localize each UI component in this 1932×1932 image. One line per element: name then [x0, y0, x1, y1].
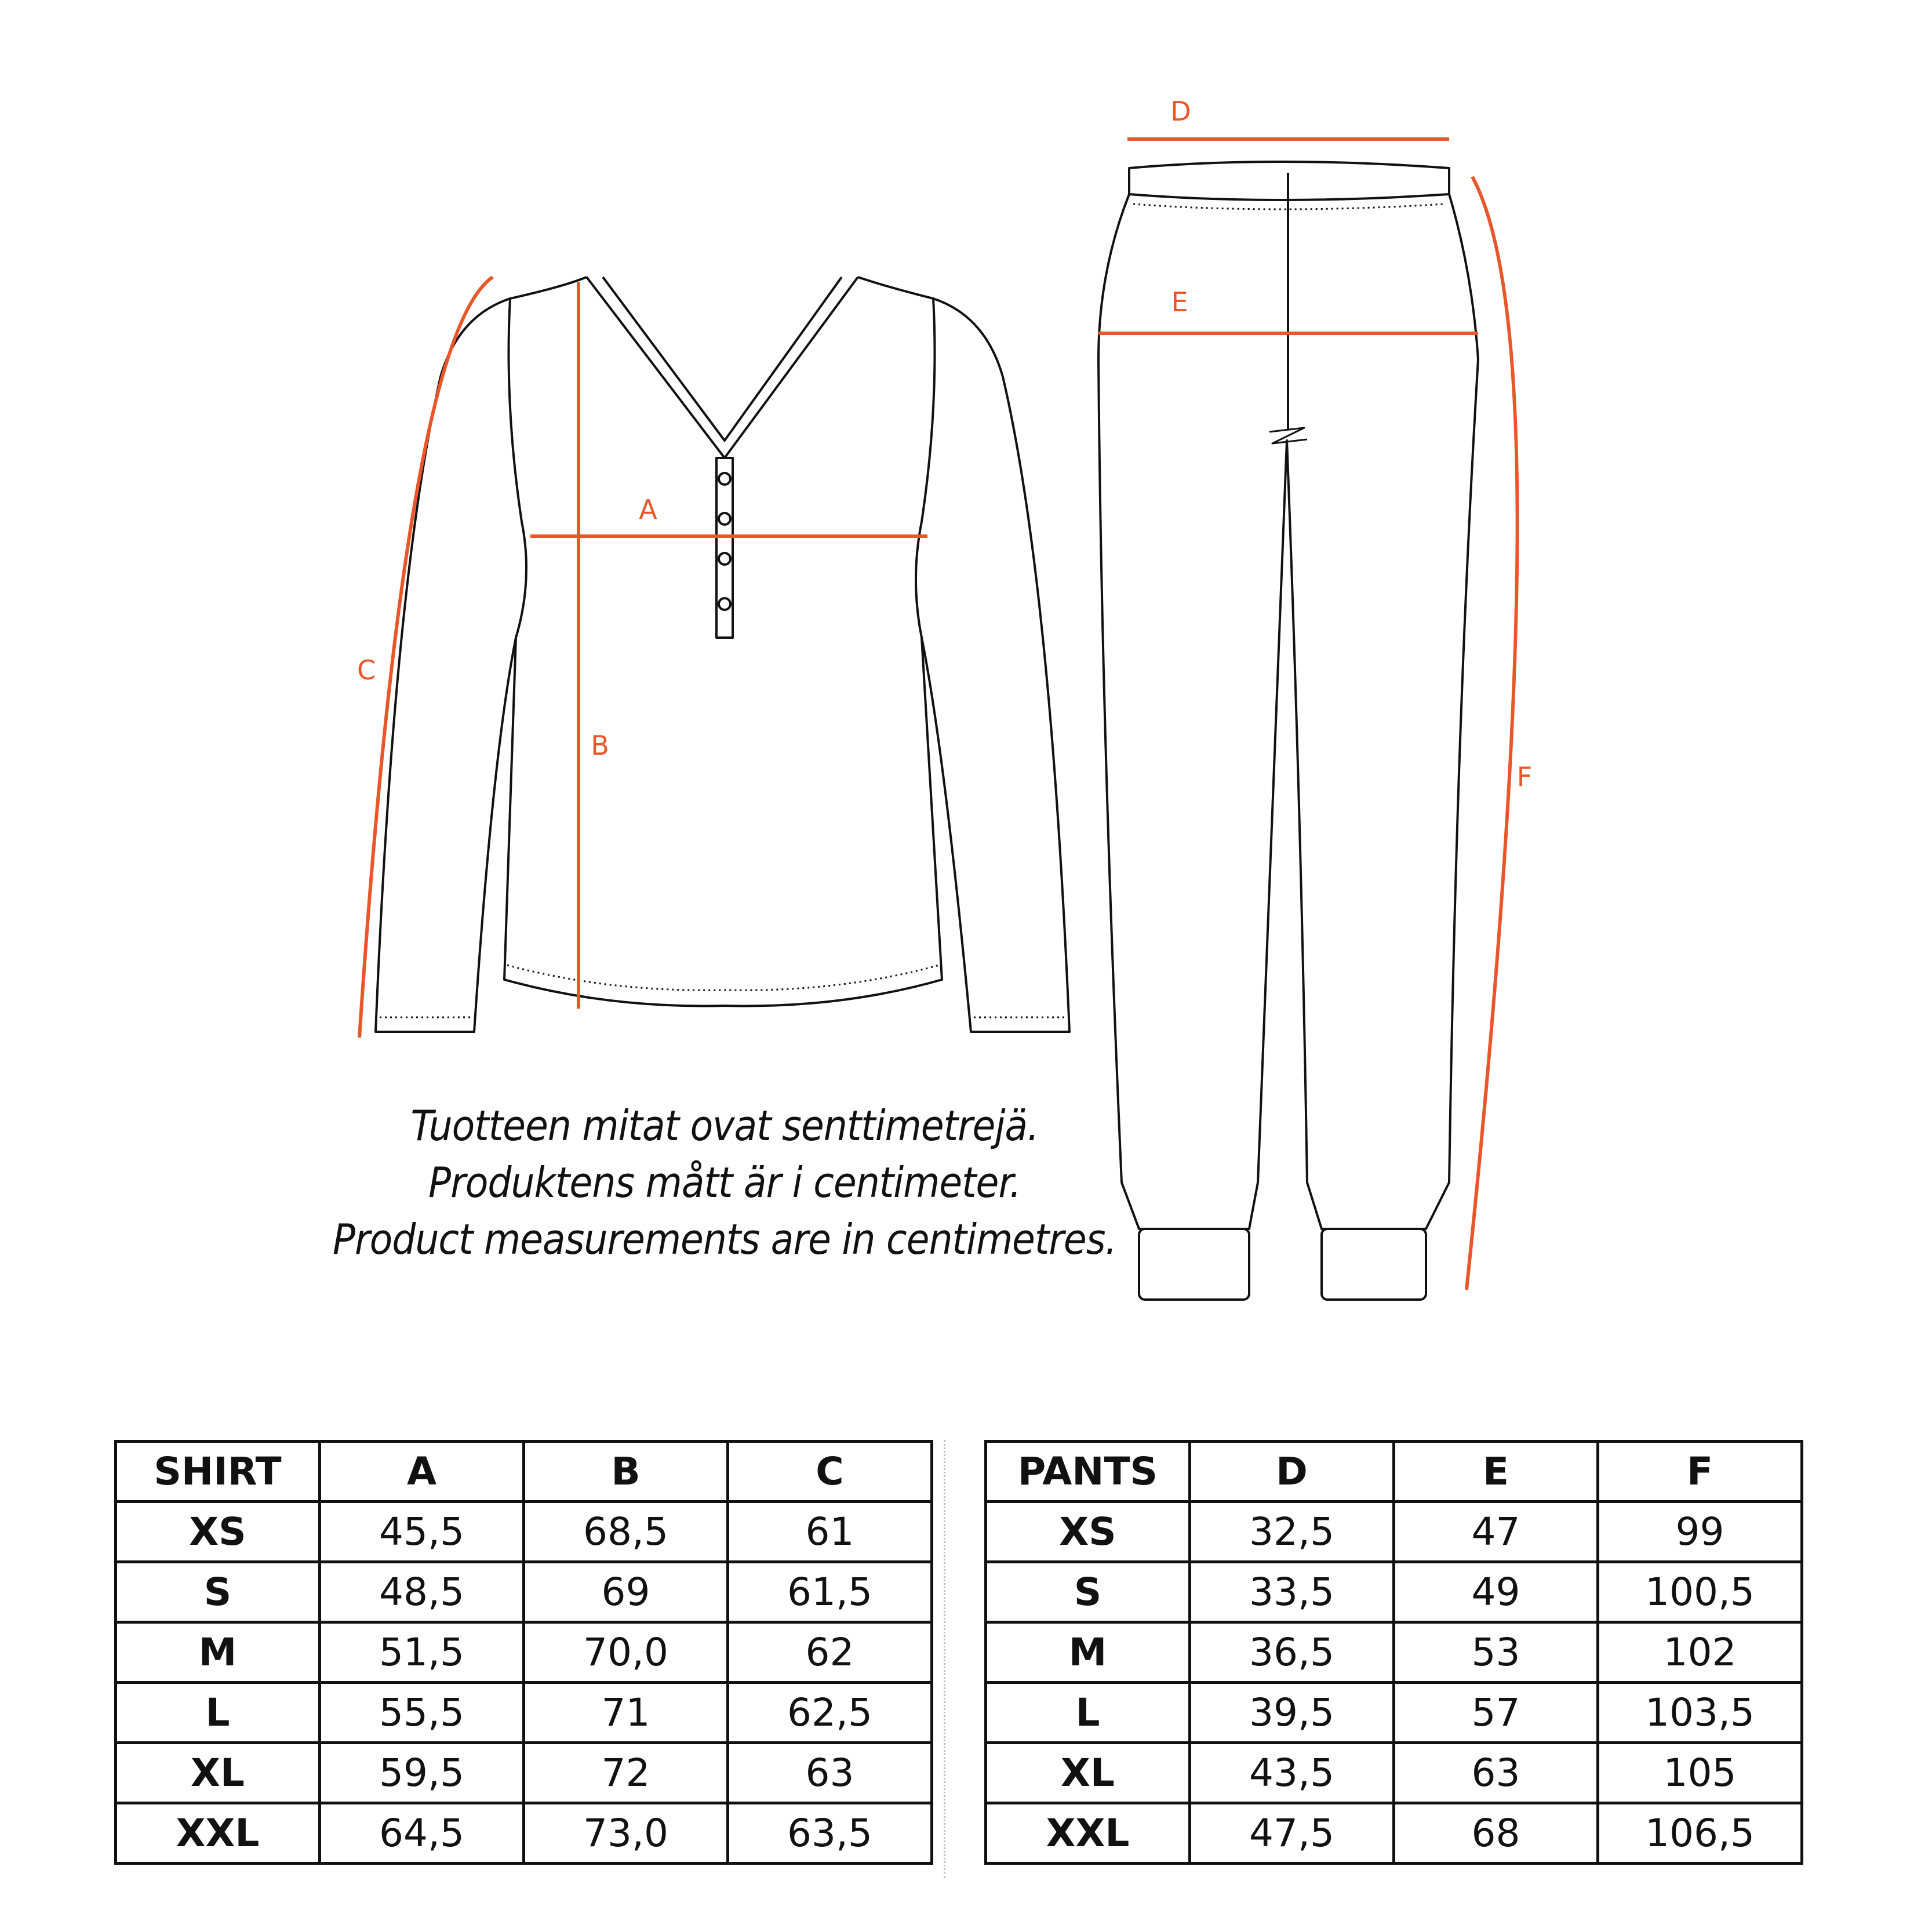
- size-cell: L: [116, 1683, 320, 1743]
- value-cell: 73,0: [524, 1803, 728, 1864]
- table-separator: [944, 1440, 945, 1878]
- value-cell: 55,5: [320, 1683, 524, 1743]
- size-cell: S: [116, 1562, 320, 1622]
- table-header-cell: D: [1190, 1442, 1394, 1502]
- dimension-f-arrow: [1467, 177, 1518, 1290]
- value-cell: 68,5: [524, 1502, 728, 1562]
- table-row: [116, 1562, 932, 1622]
- value-cell: 99: [1598, 1502, 1802, 1562]
- value-cell: 68: [1394, 1803, 1598, 1864]
- label-d: D: [1170, 96, 1191, 127]
- value-cell: 62: [728, 1622, 932, 1683]
- dimension-c-arrow: [356, 277, 493, 1038]
- label-a: A: [639, 494, 657, 525]
- size-cell: XS: [116, 1502, 320, 1562]
- label-f: F: [1516, 761, 1533, 792]
- table-header-row: [116, 1442, 932, 1502]
- value-cell: 51,5: [320, 1622, 524, 1683]
- value-cell: 105: [1598, 1743, 1802, 1803]
- value-cell: 39,5: [1190, 1683, 1394, 1743]
- table-header-cell: E: [1394, 1442, 1598, 1502]
- table-row: [986, 1803, 1802, 1864]
- value-cell: 103,5: [1598, 1683, 1802, 1743]
- size-cell: XXL: [116, 1803, 320, 1864]
- value-cell: 71: [524, 1683, 728, 1743]
- size-cell: XS: [986, 1502, 1190, 1562]
- value-cell: 61,5: [728, 1562, 932, 1622]
- value-cell: 36,5: [1190, 1622, 1394, 1683]
- pants-size-table: [984, 1440, 1803, 1865]
- value-cell: 53: [1394, 1622, 1598, 1683]
- value-cell: 61: [728, 1502, 932, 1562]
- value-cell: 48,5: [320, 1562, 524, 1622]
- value-cell: 45,5: [320, 1502, 524, 1562]
- table-header-cell: B: [524, 1442, 728, 1502]
- size-cell: M: [986, 1622, 1190, 1683]
- size-cell: XL: [116, 1743, 320, 1803]
- label-c: C: [356, 654, 376, 686]
- measurement-note-sv: Produktens mått är i centimeter.: [428, 1158, 1021, 1207]
- table-row: [986, 1622, 1802, 1683]
- value-cell: 57: [1394, 1683, 1598, 1743]
- value-cell: 70,0: [524, 1622, 728, 1683]
- table-row: [116, 1803, 932, 1864]
- measurement-note-fi: Tuotteen mitat ovat senttimetrejä.: [410, 1101, 1039, 1150]
- value-cell: 106,5: [1598, 1803, 1802, 1864]
- shirt-size-table: [114, 1440, 933, 1865]
- value-cell: 43,5: [1190, 1743, 1394, 1803]
- table-row: [986, 1502, 1802, 1562]
- value-cell: 63: [1394, 1743, 1598, 1803]
- measurement-note-en: Product measurements are in centimetres.: [332, 1215, 1117, 1264]
- table-row: [986, 1743, 1802, 1803]
- dimension-labels: [357, 96, 1532, 792]
- value-cell: 69: [524, 1562, 728, 1622]
- value-cell: 63: [728, 1743, 932, 1803]
- value-cell: 102: [1598, 1622, 1802, 1683]
- table-row: [116, 1683, 932, 1743]
- size-cell: S: [986, 1562, 1190, 1622]
- table-header-cell: PANTS: [986, 1442, 1190, 1502]
- table-header-cell: C: [728, 1442, 932, 1502]
- table-row: [116, 1622, 932, 1683]
- size-cell: M: [116, 1622, 320, 1683]
- table-header-cell: F: [1598, 1442, 1802, 1502]
- shirt-outline: [376, 277, 1069, 1032]
- table-header-cell: A: [320, 1442, 524, 1502]
- value-cell: 49: [1394, 1562, 1598, 1622]
- label-b: B: [591, 730, 609, 761]
- size-cell: XL: [986, 1743, 1190, 1803]
- value-cell: 63,5: [728, 1803, 932, 1864]
- table-row: [986, 1683, 1802, 1743]
- size-cell: XXL: [986, 1803, 1190, 1864]
- table-row: [986, 1562, 1802, 1622]
- value-cell: 100,5: [1598, 1562, 1802, 1622]
- size-cell: L: [986, 1683, 1190, 1743]
- value-cell: 32,5: [1190, 1502, 1394, 1562]
- label-e: E: [1171, 286, 1188, 318]
- value-cell: 33,5: [1190, 1562, 1394, 1622]
- value-cell: 59,5: [320, 1743, 524, 1803]
- value-cell: 47: [1394, 1502, 1598, 1562]
- table-row: [116, 1743, 932, 1803]
- value-cell: 64,5: [320, 1803, 524, 1864]
- table-header-cell: SHIRT: [116, 1442, 320, 1502]
- value-cell: 72: [524, 1743, 728, 1803]
- table-row: [116, 1502, 932, 1562]
- value-cell: 62,5: [728, 1683, 932, 1743]
- value-cell: 47,5: [1190, 1803, 1394, 1864]
- table-header-row: [986, 1442, 1802, 1502]
